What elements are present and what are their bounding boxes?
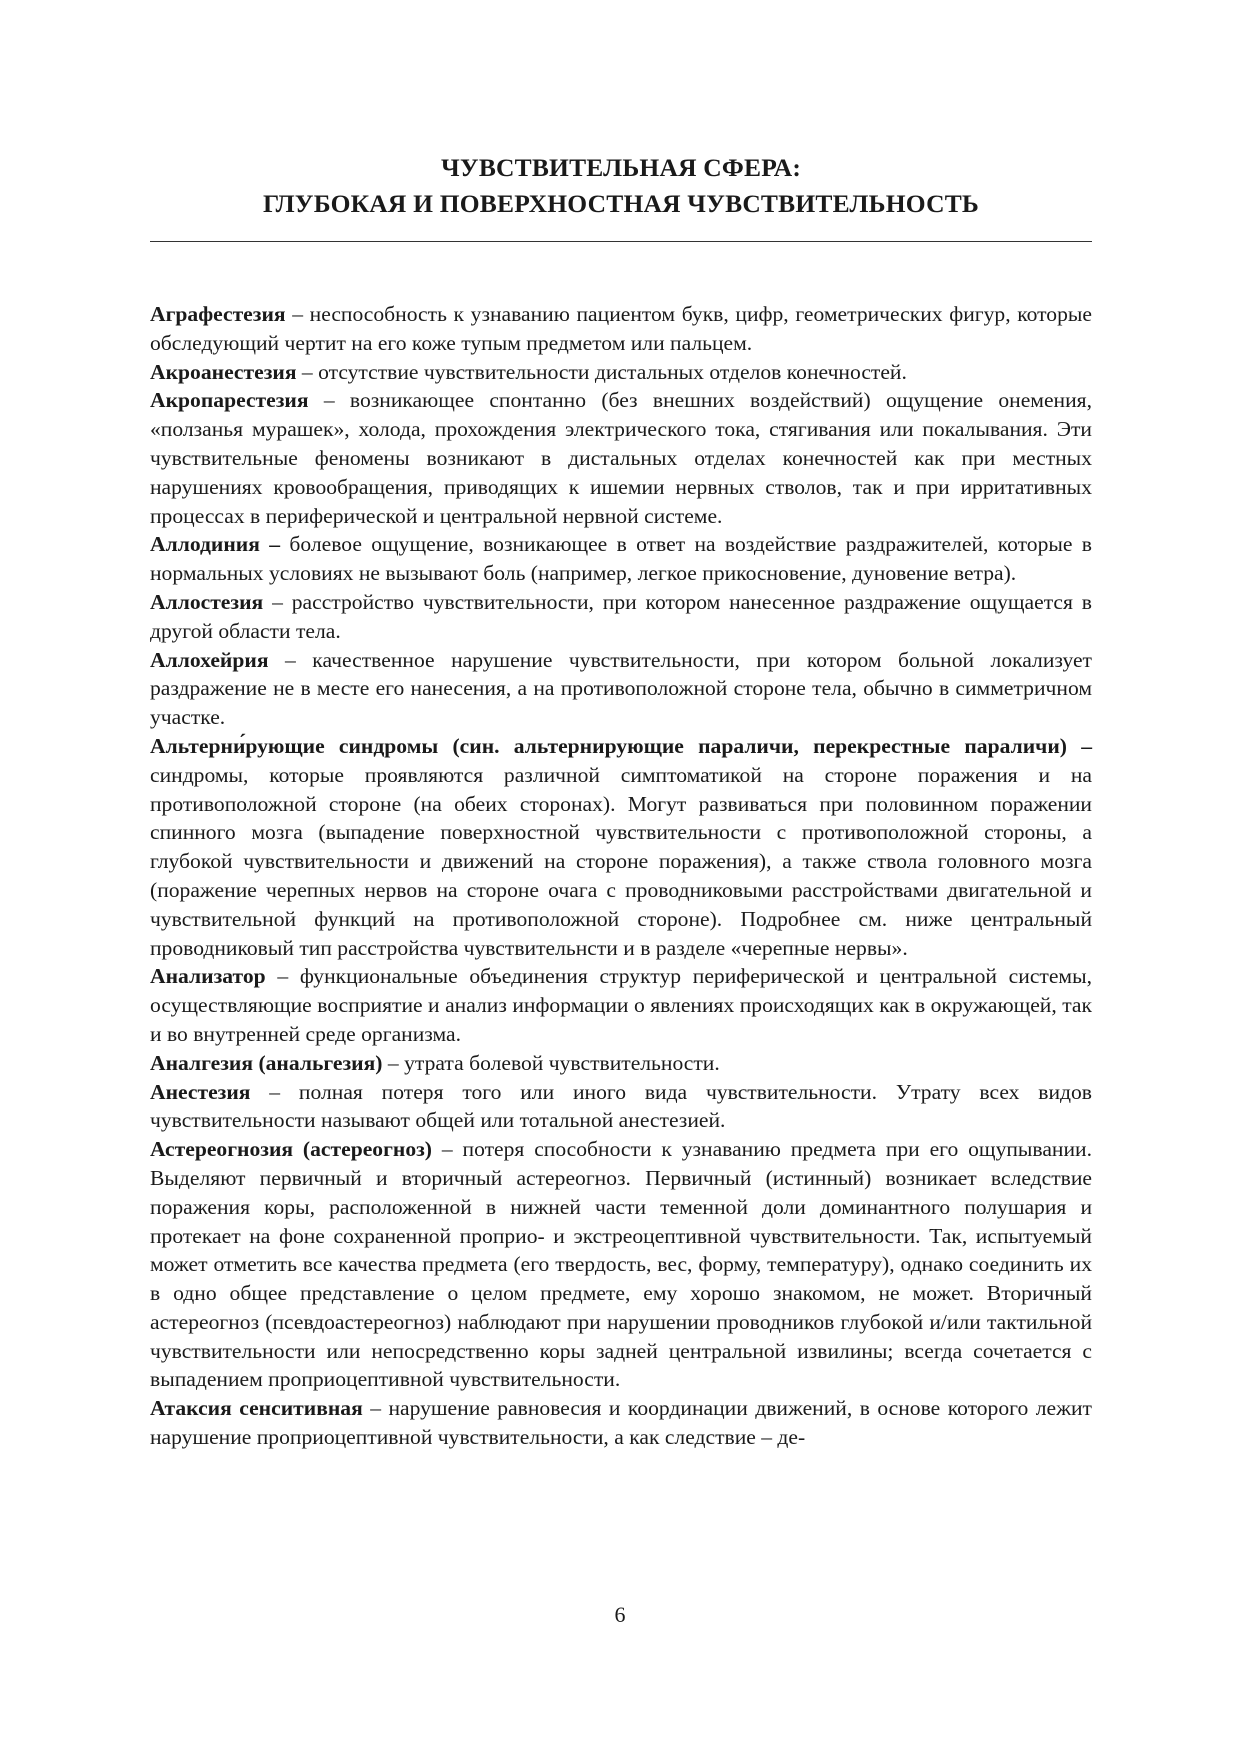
entry-term: Аграфестезия [150, 302, 286, 326]
entry-term: Альтерни́рующие синдромы (син. альтернирующие параличи, перекрестные параличи) – [150, 733, 1092, 758]
glossary-entry [150, 588, 1092, 646]
glossary-entry [150, 962, 1092, 1048]
glossary-body [150, 300, 1092, 1452]
entry-definition: – полная потеря того или иного вида чувствительности. Утрату всех видов чувствительности называют общей или тотальной анестезией. [150, 1079, 1092, 1133]
entry-term: Аллодиния – [150, 532, 281, 557]
entry-term: Астереогнозия (астереогноз) [150, 1137, 432, 1162]
entry-definition: синдромы, которые проявляются различной симптоматикой на стороне поражения и на противоположной стороне (на обеих сторонах). Могут развиваться при половинном поражении спинного мозга (выпадение поверхностной чувствительности с противоположной стороны, а глубокой чувствительности и движений на стороне поражения), а также ствола головного мозга (поражение черепных нервов на стороне очага с проводниковыми расстройствами двигательной и чувствительной функций на противоположной стороне). Подробнее см. ниже центральный проводниковый тип расстройства чувствительнсти и в разделе «черепные нервы». [150, 762, 1092, 960]
glossary-entry [150, 1135, 1092, 1394]
entry-term: Акропарестезия [150, 388, 309, 413]
glossary-entry [150, 530, 1092, 588]
entry-definition: – утрата болевой чувствительности. [382, 1050, 720, 1075]
page-title [150, 150, 1092, 222]
entry-definition: – расстройство чувствительности, при котором нанесенное раздражение ощущается в другой области тела. [150, 589, 1092, 643]
entry-term: Аллохейрия [150, 647, 269, 672]
glossary-entry [150, 300, 1092, 358]
glossary-entry [150, 1078, 1092, 1136]
glossary-entry [150, 732, 1092, 962]
entry-term: Аналгезия (анальгезия) [150, 1050, 383, 1075]
title-line-1: ЧУВСТВИТЕЛЬНАЯ СФЕРА: [440, 153, 802, 182]
page-number: 6 [614, 1602, 626, 1627]
entry-definition: – качественное нарушение чувствительности, при котором больной локализует раздражение не в месте его нанесения, а на противоположной стороне тела, обычно в симметричном участке. [150, 647, 1092, 730]
title-divider [150, 241, 1092, 242]
entry-term: Аллостезия [150, 589, 264, 614]
entry-term: Анестезия [150, 1079, 251, 1104]
glossary-entry [150, 386, 1092, 530]
entry-definition: – потеря способности к узнаванию предмета при его ощупывании. Выделяют первичный и вторичный астереогноз. Первичный (истинный) возникает вследствие поражения коры, расположенной в нижней части теменной доли доминантного полушария и протекает на фоне сохраненной проприо- и экстреоцептивной чувствительности. Так, испытуемый может отметить все качества предмета (его твердость, вес, форму, температуру), однако соединить их в одно общее представление о целом предмете, ему хорошо знакомом, не может. Вторичный астереогноз (псевдоастереогноз) наблюдают при нарушении проводников глубокой и/или тактильной чувствительности или непосредственно коры задней центральной извилины; всегда сочетается с выпадением проприоцептивной чувствительности. [150, 1137, 1092, 1392]
glossary-entry [150, 358, 1092, 387]
entry-definition: – нарушение равновесия и координации движений, в основе которого лежит нарушение проприоцептивной чувствительности, а как следствие – де- [150, 1396, 1092, 1450]
title-line-2: ГЛУБОКАЯ И ПОВЕРХНОСТНАЯ ЧУВСТВИТЕЛЬНОСТЬ [263, 189, 979, 218]
entry-term: Акроанестезия [150, 359, 297, 384]
glossary-entry [150, 1394, 1092, 1452]
entry-term: Атаксия сенситивная [150, 1396, 363, 1421]
entry-definition: – отсутствие чувствительности дистальных отделов конечностей. [296, 359, 907, 384]
entry-definition: – возникающее спонтанно (без внешних воздействий) ощущение онемения, «ползанья мурашек», холода, прохождения электрического тока, стягивания или покалывания. Эти чувствительные феномены возникают в дистальных отделах конечностей как при местных нарушениях кровообращения, приводящих к ишемии нервных стволов, так и при ирритативных процессах в периферической и центральной нервной системе. [150, 388, 1092, 528]
entry-definition: – неспособность к узнаванию пациентом букв, цифр, геометрических фигур, которые обследующий чертит на его коже тупым предметом или пальцем. [150, 302, 1092, 355]
entry-definition: – функциональные объединения структур периферической и центральной системы, осуществляющие восприятие и анализ информации о явлениях происходящих как в окружающей, так и во внутренней среде организма. [150, 964, 1092, 1046]
entry-definition: болевое ощущение, возникающее в ответ на воздействие раздражителей, которые в нормальных условиях не вызывают боль (например, легкое прикосновение, дуновение ветра). [150, 532, 1092, 586]
entry-term: Анализатор [150, 964, 266, 989]
glossary-entry [150, 646, 1092, 732]
glossary-entry [150, 1049, 1092, 1078]
